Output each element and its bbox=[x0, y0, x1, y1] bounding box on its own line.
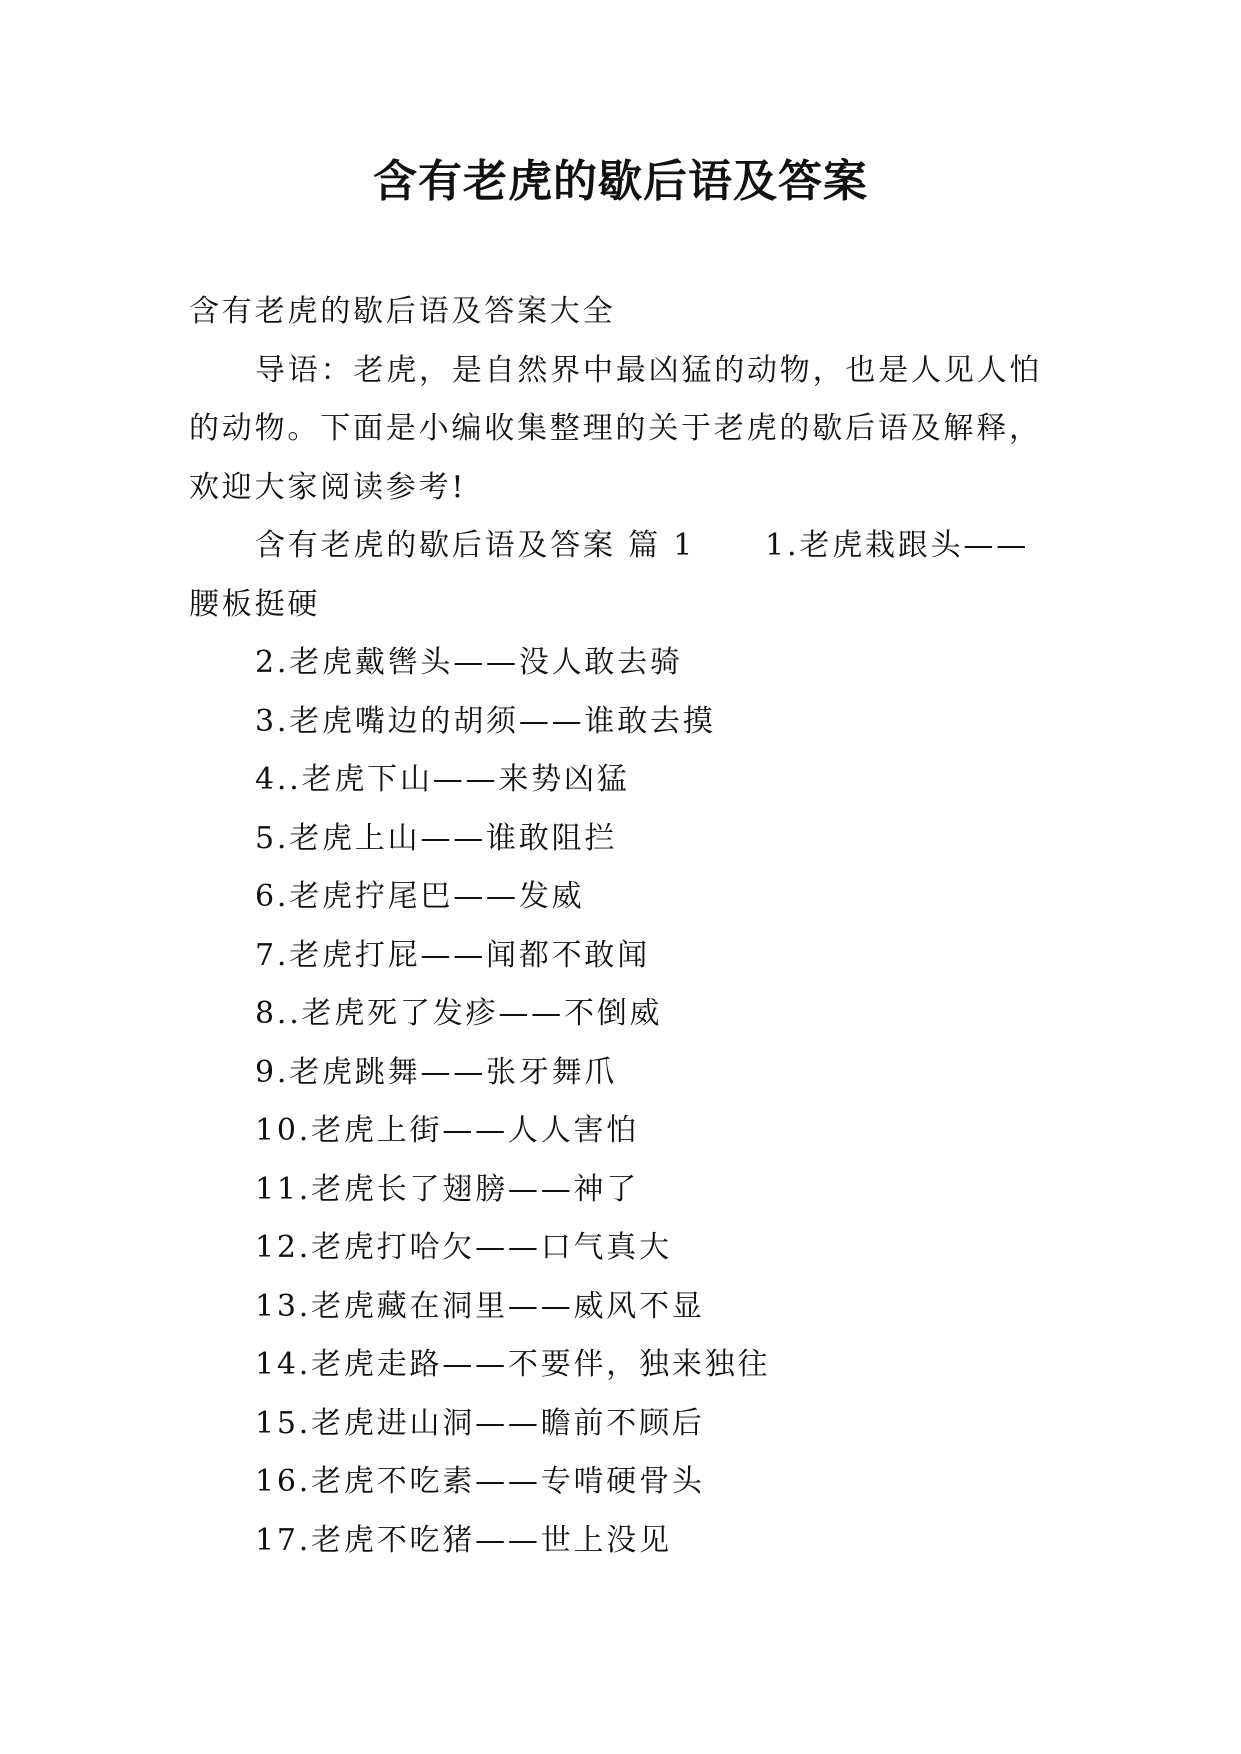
list-item: 2.老虎戴辔头——没人敢去骑 bbox=[255, 645, 683, 680]
document-body bbox=[189, 283, 1057, 1570]
list-item: 11.老虎长了翅膀——神了 bbox=[255, 1171, 640, 1207]
list-item: 4..老虎下山——来势凶猛 bbox=[255, 762, 630, 797]
list-item: 16.老虎不吃素——专啃硬骨头 bbox=[255, 1464, 705, 1499]
saying-list bbox=[189, 634, 1057, 1570]
list-item: 10.老虎上街——人人害怕 bbox=[255, 1113, 640, 1148]
list-item: 9.老虎跳舞——张牙舞爪 bbox=[255, 1054, 618, 1090]
list-item: 14.老虎走路——不要伴，独来独往 bbox=[255, 1347, 771, 1382]
section-paragraph bbox=[189, 517, 1057, 634]
list-item: 6.老虎拧尾巴——发威 bbox=[255, 879, 585, 914]
section-heading: 含有老虎的歇后语及答案 篇 1 bbox=[255, 528, 696, 563]
list-item: 7.老虎打屁——闻都不敢闻 bbox=[255, 937, 651, 973]
list-item: 8..老虎死了发疹——不倒威 bbox=[255, 996, 663, 1031]
list-item: 15.老虎进山洞——瞻前不顾后 bbox=[255, 1405, 705, 1441]
list-item: 13.老虎藏在洞里——威风不显 bbox=[255, 1288, 705, 1324]
list-item: 5.老虎上山——谁敢阻拦 bbox=[255, 820, 618, 856]
document-title: 含有老虎的歇后语及答案 bbox=[373, 156, 868, 207]
list-item: 12.老虎打哈欠——口气真大 bbox=[255, 1230, 672, 1265]
intro-paragraph: 导语：老虎，是自然界中最凶猛的动物，也是人见人怕的动物。下面是小编收集整理的关于老虎的歇后语及解释，欢迎大家阅读参考! bbox=[189, 352, 1043, 505]
subtitle: 含有老虎的歇后语及答案大全 bbox=[189, 294, 616, 329]
first-item: 1.老虎栽跟头——腰板挺硬 bbox=[189, 528, 1029, 622]
list-item: 3.老虎嘴边的胡须——谁敢去摸 bbox=[255, 703, 716, 739]
list-item: 17.老虎不吃猪——世上没见 bbox=[255, 1522, 672, 1558]
